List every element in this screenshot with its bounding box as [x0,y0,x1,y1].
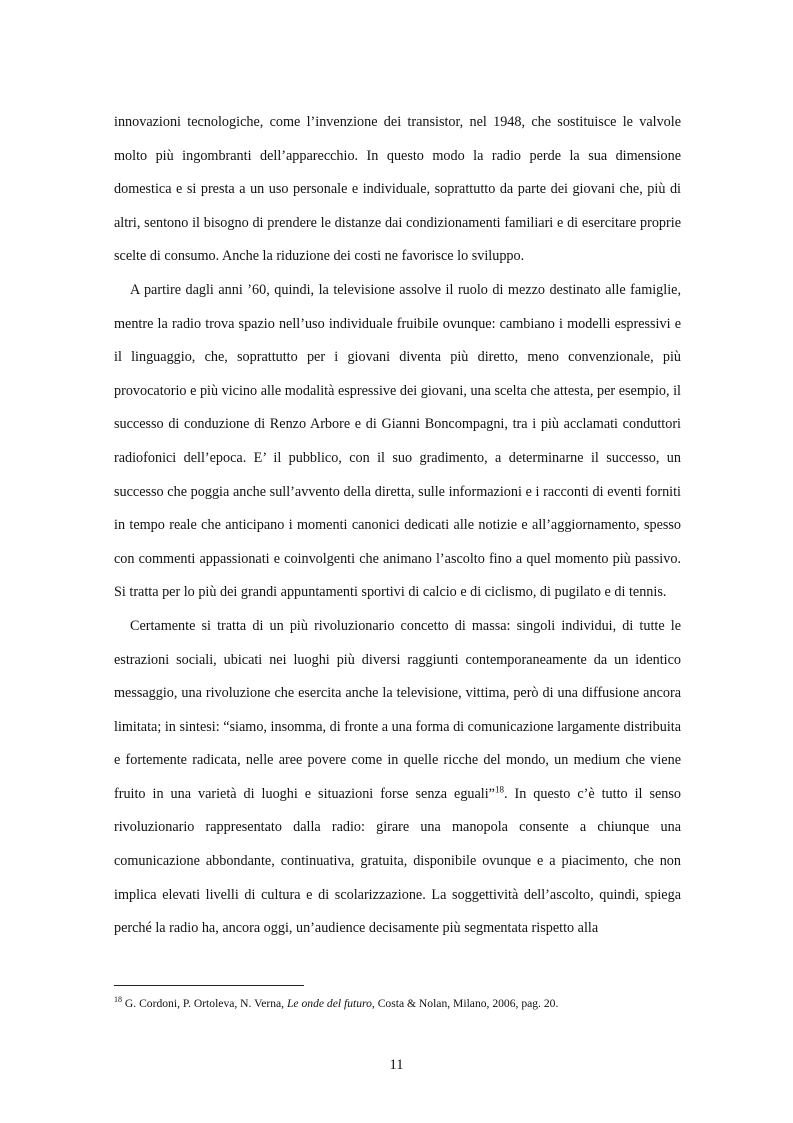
footnote-separator [114,985,304,986]
body-text [114,106,681,946]
footnote [114,993,681,1011]
paragraph-3 [114,610,681,946]
paragraph-3-text-after: . In questo c’è tutto il senso rivoluzionario rappresentato dalla radio: girare una manopola consente a chiunque una comunicazione abbondante, continuativa, gratuita, disponibile ovunque e a piacimento, che non implica elevati livelli di cultura e di scolarizzazione. La soggettività dell’ascolto, quindi, spiega perché la radio ha, ancora oggi, un’audience decisamente più segmentata rispetto alla [114,785,681,937]
paragraph-1: innovazioni tecnologiche, come l’invenzione dei transistor, nel 1948, che sostituisce le valvole molto più ingombranti dell’apparecchio. In questo modo la radio perde la sua dimensione domestica e si presta a un uso personale e individuale, soprattutto da parte dei giovani che, più di altri, sentono il bisogno di prendere le distanze dai condizionamenti familiari e di esercitare proprie scelte di consumo. Anche la riduzione dei costi ne favorisce lo sviluppo. [114,114,681,265]
footnote-title: Le onde del futuro [286,996,372,1010]
paragraph-3-text-before: Certamente si tratta di un più rivoluzionario concetto di massa: singoli individui, di tutte le estrazioni sociali, ubicati nei luoghi più diversi raggiunti contemporaneamente da un identico messaggio, una rivoluzione che esercita anche la televisione, vittima, però di una diffusione ancora limitata; in sintesi: “siamo, insomma, di fronte a una forma di comunicazione largamente distribuita e fortemente radicata, nelle aree povere come in quelle ricche del mondo, un medium che viene fruito in una varietà di luoghi e situazioni forse senza eguali” [114,617,681,802]
paragraph-2: A partire dagli anni ’60, quindi, la televisione assolve il ruolo di mezzo destinato alle famiglie, mentre la radio trova spazio nell’uso individuale fruibile ovunque: cambiano i modelli espressivi e il linguaggio, che, soprattutto per i giovani diventa più diretto, meno convenzionale, più provocatorio e più vicino alle modalità espressive dei giovani, una scelta che attesta, per esempio, il successo di conduzione di Renzo Arbore e di Gianni Boncompagni, tra i più acclamati conduttori radiofonici dell’epoca. E’ il pubblico, con il suo gradimento, a determinarne il successo, un successo che poggia anche sull’avvento della diretta, sulle informazioni e i racconti di eventi forniti in tempo reale che anticipano i momenti canonici dedicati alle notizie e all’aggiornamento, spesso con commenti appassionati e coinvolgenti che animano l’ascolto fino a quel momento più passivo. Si tratta per lo più dei grandi appuntamenti sportivi di calcio e di ciclismo, di pugilato e di tennis. [114,281,681,601]
footnote-publication: , Costa & Nolan, Milano, 2006, pag. 20. [371,996,559,1010]
footnote-reference: 18 [494,784,504,795]
footnote-number: 18 [114,995,122,1004]
page-number: 11 [389,1057,404,1073]
footnote-authors: G. Cordoni, P. Ortoleva, N. Verna, [122,996,287,1010]
